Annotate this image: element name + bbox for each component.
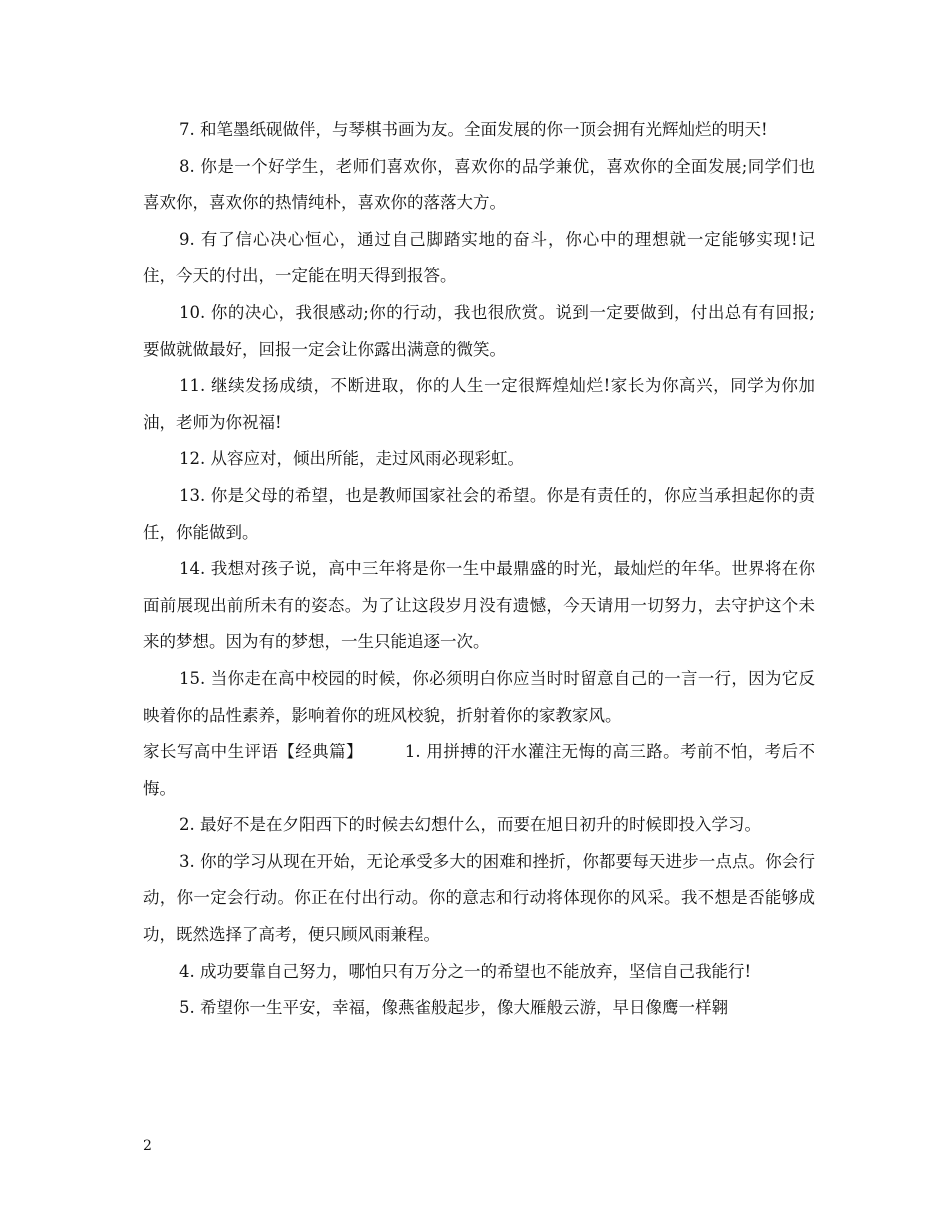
paragraph-item-13: 13. 你是父母的希望，也是教师国家社会的希望。你是有责任的，你应当承担起你的责任，你能做到。 bbox=[143, 485, 815, 542]
paragraph-item-15: 15. 当你走在高中校园的时候，你必须明白你应当时时留意自己的一言一行，因为它反映着你的品性素养，影响着你的班风校貌，折射着你的家教家风。 bbox=[143, 668, 815, 725]
page-number: 2 bbox=[143, 1138, 152, 1154]
section-heading-paragraph bbox=[143, 734, 815, 807]
section-item-1: 1. 用拼搏的汗水灌注无悔的高三路。考前不怕，考后不悔。 bbox=[143, 742, 815, 798]
paragraph-item-11: 11. 继续发扬成绩，不断进取，你的人生一定很辉煌灿烂!家长为你高兴，同学为你加油，老师为你祝福! bbox=[143, 376, 815, 432]
paragraph-item-7: 7. 和笔墨纸砚做伴，与琴棋书画为友。全面发展的你一顶会拥有光辉灿烂的明天! bbox=[179, 120, 768, 139]
paragraph-item-9: 9. 有了信心决心恒心，通过自己脚踏实地的奋斗，你心中的理想就一定能够实现!记住，今天的付出，一定能在明天得到报答。 bbox=[143, 229, 815, 286]
paragraph-item-10: 10. 你的决心，我很感动;你的行动，我也很欣赏。说到一定要做到，付出总有有回报;要做就做最好，回报一定会让你露出满意的微笑。 bbox=[143, 302, 815, 359]
document-body bbox=[143, 112, 815, 1027]
section-item-4: 4. 成功要靠自己努力，哪怕只有万分之一的希望也不能放弃，坚信自己我能行! bbox=[179, 961, 752, 981]
section-item-5: 5. 希望你一生平安，幸福，像燕雀般起步，像大雁般云游，早日像鹰一样翱 bbox=[179, 998, 728, 1018]
section-item-3: 3. 你的学习从现在开始，无论承受多大的困难和挫折，你都要每天进步一点点。你会行动，你一定会行动。你正在付出行动。你的意志和行动将体现你的风采。我不想是否能够成功，既然选择了高考，便只顾风雨兼程。 bbox=[143, 851, 815, 945]
paragraph-item-14: 14. 我想对孩子说，高中三年将是你一生中最鼎盛的时光，最灿烂的年华。世界将在你面前展现出前所未有的姿态。为了让这段岁月没有遗憾，今天请用一切努力，去守护这个未来的梦想。因为有的梦想，一生只能追逐一次。 bbox=[143, 559, 815, 652]
paragraph-item-8: 8. 你是一个好学生，老师们喜欢你，喜欢你的品学兼优，喜欢你的全面发展;同学们也喜欢你，喜欢你的热情纯朴，喜欢你的落落大方。 bbox=[143, 156, 815, 213]
section-heading: 家长写高中生评语【经典篇】 bbox=[143, 742, 363, 762]
section-item-2: 2. 最好不是在夕阳西下的时候去幻想什么，而要在旭日初升的时候即投入学习。 bbox=[179, 815, 761, 835]
paragraph-item-12: 12. 从容应对，倾出所能，走过风雨必现彩虹。 bbox=[179, 449, 524, 469]
